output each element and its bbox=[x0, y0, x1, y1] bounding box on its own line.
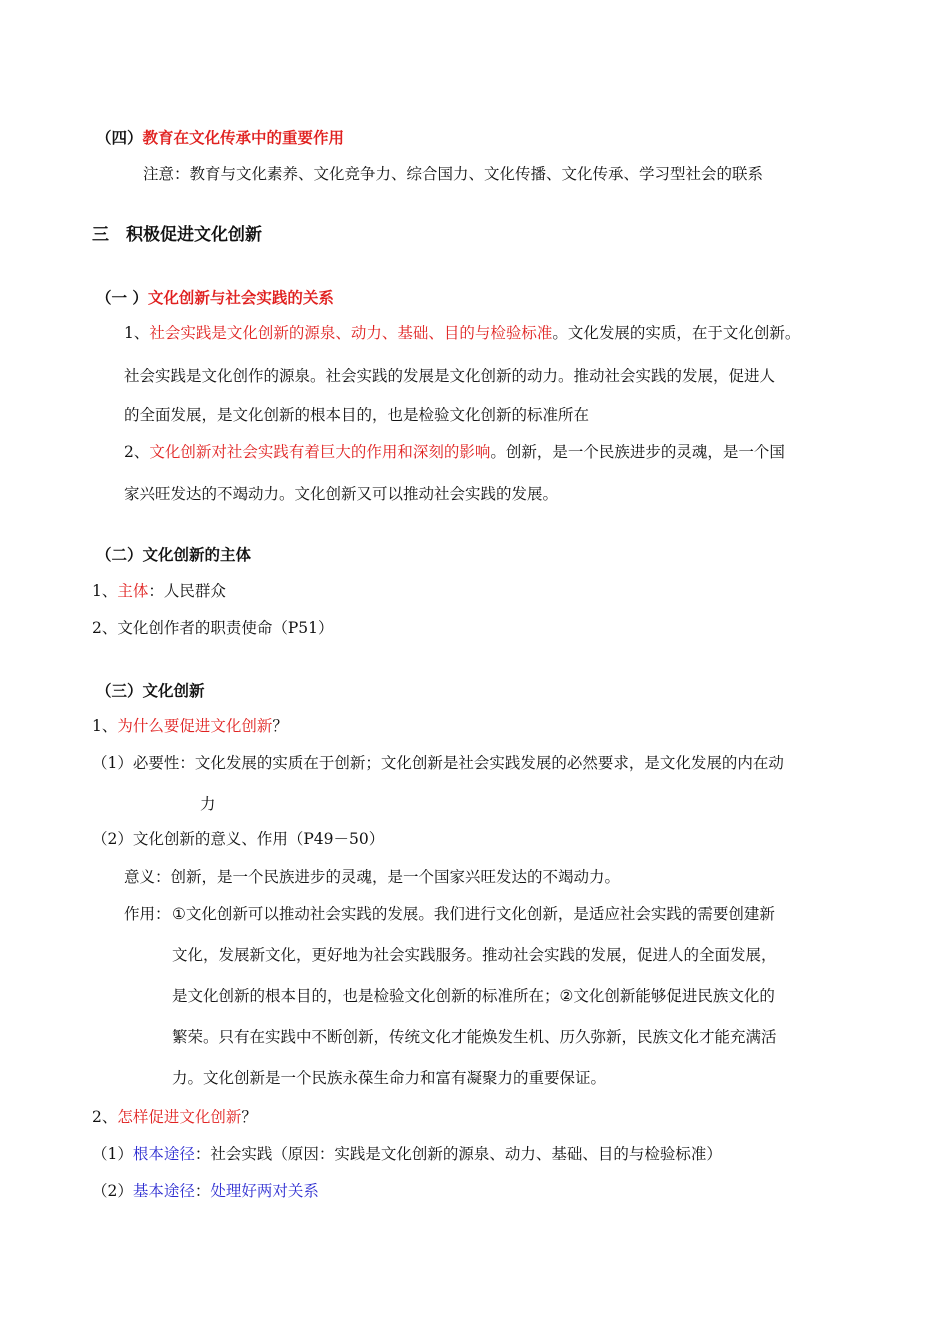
way-1-key: 根本途径 bbox=[132, 1145, 195, 1163]
subsection-2-heading: （二）文化创新的主体 bbox=[96, 546, 252, 564]
relation-point-2-key: 文化创新对社会实践有着巨大的作用和深刻的影响 bbox=[149, 443, 491, 461]
role-line3: 是文化创新的根本目的，也是检验文化创新的标准所在；②文化创新能够促进民族文化的 bbox=[172, 987, 775, 1005]
relation-point-1-key: 社会实践是文化创新的源泉、动力、基础、目的与检验标准 bbox=[149, 324, 553, 342]
way-1 bbox=[92, 1144, 722, 1164]
question-2-mark: ？ bbox=[241, 1108, 257, 1126]
meaning-line: 意义：创新，是一个民族进步的灵魂，是一个国家兴旺发达的不竭动力。 bbox=[124, 868, 621, 886]
way-2-colon: ： bbox=[194, 1182, 211, 1200]
subject-item-1-key: 主体 bbox=[117, 582, 149, 600]
question-1-number: 1、 bbox=[92, 717, 118, 735]
role-line5: 力。文化创新是一个民族永葆生命力和富有凝聚力的重要保证。 bbox=[172, 1069, 607, 1087]
role-line2: 文化，发展新文化，更好地为社会实践服务。推动社会实践的发展，促进人的全面发展， bbox=[172, 946, 777, 964]
subsection-3-heading: （三）文化创新 bbox=[96, 682, 205, 700]
necessity-line2: 力 bbox=[200, 795, 216, 813]
subject-item-1-number: 1、 bbox=[92, 582, 118, 600]
section-3-heading: 三 积极促进文化创新 bbox=[92, 225, 262, 245]
way-1-number: （1） bbox=[92, 1145, 133, 1163]
relation-point-2-rest: 。创新，是一个民族进步的灵魂，是一个国 bbox=[490, 443, 785, 461]
question-2-text: 怎样促进文化创新 bbox=[117, 1108, 242, 1126]
role-line4: 繁荣。只有在实践中不断创新，传统文化才能焕发生机、历久弥新，民族文化才能充满活 bbox=[172, 1028, 777, 1046]
section-4-prefix: （四） bbox=[96, 129, 143, 147]
way-2-detail: 处理好两对关系 bbox=[210, 1182, 319, 1200]
relation-point-1-line2: 社会实践是文化创作的源泉。社会实践的发展是文化创新的动力。推动社会实践的发展，促进人 bbox=[124, 367, 776, 385]
relation-point-2-line2: 家兴旺发达的不竭动力。文化创新又可以推动社会实践的发展。 bbox=[124, 485, 559, 503]
way-2-key: 基本途径 bbox=[132, 1182, 195, 1200]
question-1 bbox=[92, 716, 288, 736]
question-2 bbox=[92, 1107, 257, 1127]
question-1-mark: ？ bbox=[272, 717, 288, 735]
way-1-rest: ：社会实践（原因：实践是文化创新的源泉、动力、基础、目的与检验标准） bbox=[194, 1145, 722, 1163]
relation-point-1 bbox=[124, 323, 800, 343]
section-4-heading bbox=[96, 128, 344, 148]
subject-item-1 bbox=[92, 581, 226, 601]
relation-point-1-number: 1、 bbox=[124, 324, 150, 342]
question-1-text: 为什么要促进文化创新 bbox=[117, 717, 273, 735]
necessity-line1: （1）必要性：文化发展的实质在于创新；文化创新是社会实践发展的必然要求，是文化发展的内在动 bbox=[92, 754, 784, 772]
subsection-1-prefix: （一 ） bbox=[96, 289, 148, 307]
subject-item-2: 2、文化创作者的职责使命（P51） bbox=[92, 619, 334, 637]
subsection-1-heading bbox=[96, 288, 334, 308]
relation-point-2-number: 2、 bbox=[124, 443, 150, 461]
relation-point-2 bbox=[124, 442, 785, 462]
way-2 bbox=[92, 1181, 319, 1201]
section-4-note: 注意：教育与文化素养、文化竞争力、综合国力、文化传播、文化传承、学习型社会的联系 bbox=[143, 165, 764, 183]
role-label: 作用： bbox=[124, 905, 171, 923]
subsection-1-title: 文化创新与社会实践的关系 bbox=[147, 289, 334, 307]
relation-point-1-line3: 的全面发展，是文化创新的根本目的，也是检验文化创新的标准所在 bbox=[124, 406, 590, 424]
role-line1: ①文化创新可以推动社会实践的发展。我们进行文化创新，是适应社会实践的需要创建新 bbox=[172, 905, 775, 923]
way-2-number: （2） bbox=[92, 1182, 133, 1200]
relation-point-1-rest: 。文化发展的实质，在于文化创新。 bbox=[552, 324, 801, 342]
question-2-number: 2、 bbox=[92, 1108, 118, 1126]
section-4-title: 教育在文化传承中的重要作用 bbox=[142, 129, 345, 147]
subject-item-1-rest: ：人民群众 bbox=[148, 582, 226, 600]
significance-heading: （2）文化创新的意义、作用（P49－50） bbox=[92, 830, 385, 848]
